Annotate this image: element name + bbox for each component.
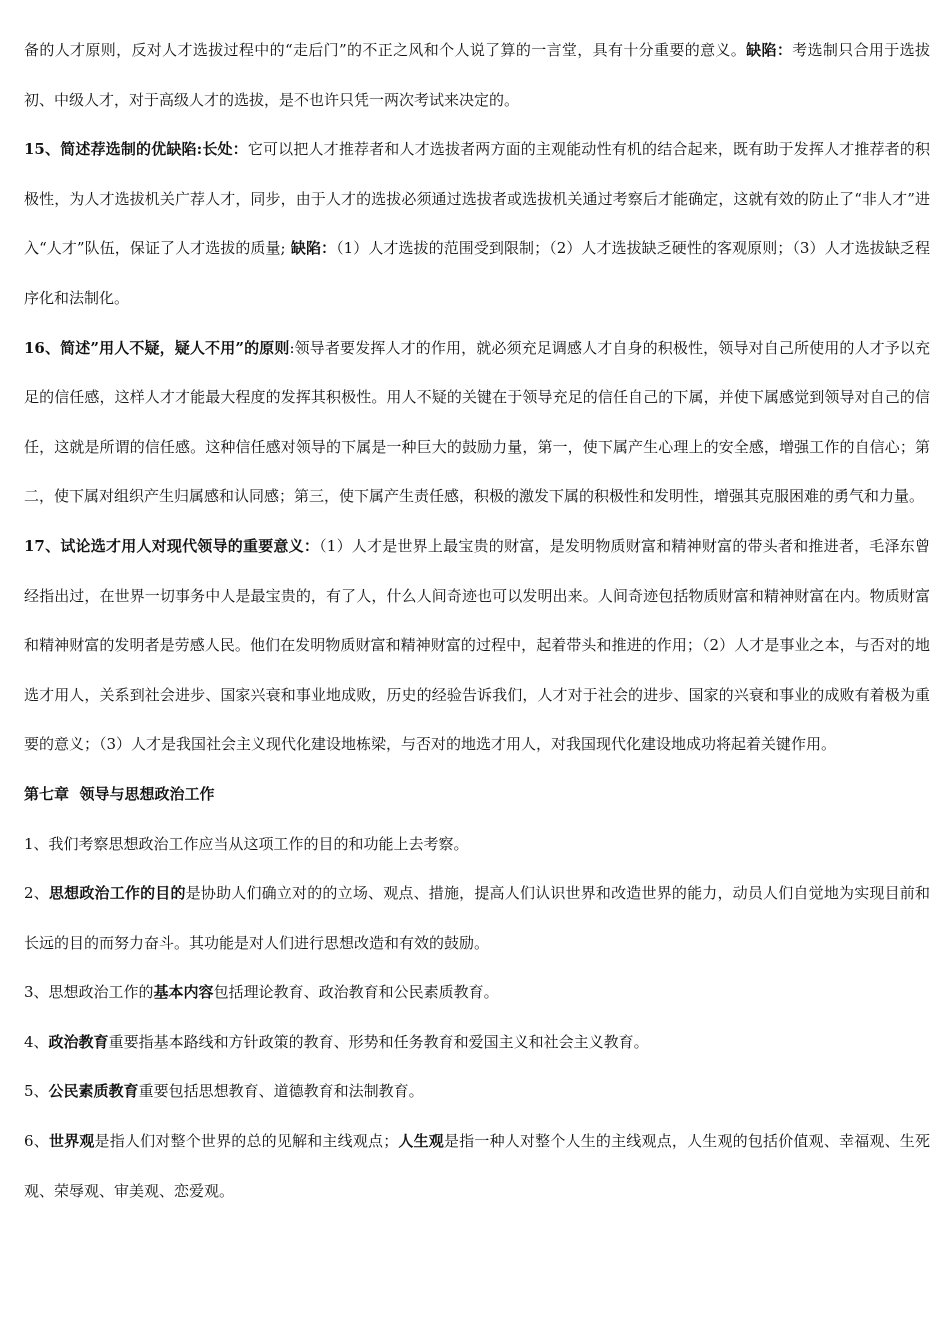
paragraph-c7-item-5 xyxy=(24,1067,930,1117)
paragraph-c7-item-1 xyxy=(24,820,930,870)
run-bold-label: 缺陷： xyxy=(285,239,337,258)
run-text: 1、我们考察思想政治工作应当从这项工作的目的和功能上去考察。 xyxy=(24,834,469,853)
paragraph-q15-recommendation-system xyxy=(24,125,930,323)
run-text: 是指人们对整个世界的总的见解和主线观点； xyxy=(94,1132,399,1151)
run-text: :领导者要发挥人才的作用，就必须充足调感人才自身的积极性，领导对自己所使用的人才予以充足的信任感，这样人才才能最大程度的发挥其积极性。用人不疑的关键在于领导充足的信任自己的下属，并使下属感觉到领导对自己的信任，这就是所谓的信任感。这种信任感对领导的下属是一种巨大的鼓励力量，第一，使下属产生心理上的安全感，增强工作的自信心；第二，使下属对组织产生归属感和认同感；第三，使下属产生责任感，积极的激发下属的积极性和发明性，增强其克服困难的勇气和力量。 xyxy=(24,338,931,506)
run-text: 是指一种人对整个人生的主线观点，人生观的包括价值观、幸福观、生死观、荣辱观、审美观、恋爱观。 xyxy=(24,1132,930,1200)
run-text: （1）人才是世界上最宝贵的财富，是发明物质财富和精神财富的带头者和推进者，毛泽东曾经指出过，在世界一切事务中人是最宝贵的，有了人，什么人间奇迹也可以发明出来。人间奇迹包括物质财富和精神财富在内。物质财富和精神财富的发明者是劳感人民。他们在发明物质财富和精神财富的过程中，起着带头和推进的作用；（2）人才是事业之本，与否对的地选才用人，关系到社会进步、国家兴衰和事业地成败，历史的经验告诉我们，人才对于社会的进步、国家的兴衰和事业的成败有着极为重要的意义；（3）人才是我国社会主义现代化建设地栋梁，与否对的地选才用人，对我国现代化建设地成功将起着关键作用。 xyxy=(24,536,930,754)
run-text: 重要指基本路线和方针政策的教育、形势和任务教育和爱国主义和社会主义教育。 xyxy=(108,1032,649,1051)
run-text: 重要包括思想教育、道德教育和法制教育。 xyxy=(138,1082,424,1101)
run-text: 2、 xyxy=(24,884,49,903)
run-text: 包括理论教育、政治教育和公民素质教育。 xyxy=(213,983,499,1002)
run-text: 它可以把人才推荐者和人才选拔者两方面的主观能动性有机的结合起来，既有助于发挥人才推荐者的积极性，为人才选拔机关广荐人才，同步，由于人才的选拔必须通过选拔者或选拔机关通过考察后才能确定，这就有效的防止了“非人才”进入“人才”队伍，保证了人才选拔的质量; xyxy=(24,140,930,258)
run-bold-term: 公民素质教育 xyxy=(48,1082,139,1101)
paragraph-c7-item-3 xyxy=(24,968,930,1018)
run-bold-heading: 16、简述”用人不疑，疑人不用”的原则 xyxy=(24,338,290,357)
run-bold-term: 世界观 xyxy=(48,1132,95,1151)
run-text: 备的人才原则，反对人才选拔过程中的“走后门”的不正之风和个人说了算的一言堂，具有十分重要的意义。 xyxy=(24,41,747,59)
chapter-heading xyxy=(24,770,930,820)
run-text: 4、 xyxy=(24,1032,49,1051)
paragraph-exam-selection-continued xyxy=(24,26,930,125)
run-text: 3、思想政治工作的 xyxy=(24,983,154,1002)
run-bold-heading: 15、简述荐选制的优缺陷:长处： xyxy=(24,140,248,159)
chapter-title: 第七章 领导与思想政治工作 xyxy=(24,784,215,803)
run-text: 5、 xyxy=(24,1082,49,1101)
paragraph-q16-trust-principle xyxy=(24,324,930,522)
paragraph-c7-item-6 xyxy=(24,1117,930,1216)
run-bold-heading: 17、试论选才用人对现代领导的重要意义： xyxy=(24,536,320,555)
run-text: （1）人才选拔的范围受到限制；（2）人才选拔缺乏硬性的客观原则；（3）人才选拔缺乏程序化和法制化。 xyxy=(24,239,930,307)
document-page xyxy=(24,26,930,1216)
run-text: 是协助人们确立对的的立场、观点、措施，提高人们认识世界和改造世界的能力，动员人们自觉地为实现目前和长远的目的而努力奋斗。其功能是对人们进行思想改造和有效的鼓励。 xyxy=(24,884,930,952)
run-bold-term: 基本内容 xyxy=(153,983,214,1002)
paragraph-q17-talent-significance xyxy=(24,522,930,770)
paragraph-c7-item-2 xyxy=(24,869,930,968)
run-text: 考选制只合用于选拔初、中级人才，对于高级人才的选拔，是不也许只凭一两次考试来决定的。 xyxy=(24,41,930,109)
run-bold-term: 思想政治工作的目的 xyxy=(48,884,186,903)
run-bold-term: 政治教育 xyxy=(48,1032,109,1051)
paragraph-c7-item-4 xyxy=(24,1018,930,1068)
run-bold-label: 缺陷： xyxy=(746,41,793,59)
run-text: 6、 xyxy=(24,1132,49,1151)
run-bold-term: 人生观 xyxy=(398,1132,444,1151)
